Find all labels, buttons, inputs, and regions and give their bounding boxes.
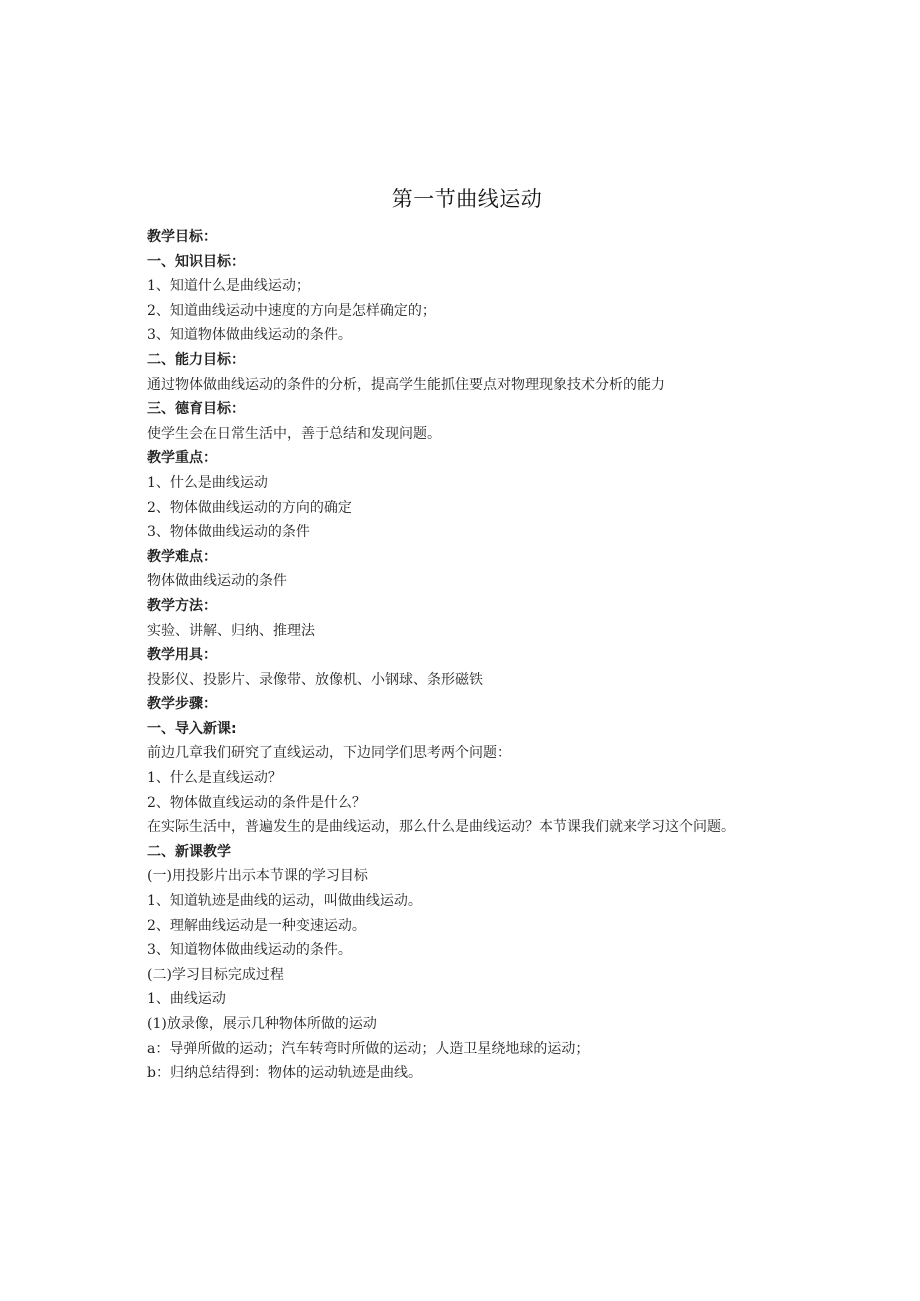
paragraph-line: 通过物体做曲线运动的条件的分析，提高学生能抓住要点对物理现象技术分析的能力 xyxy=(147,376,665,393)
paragraph-line: 1、什么是直线运动？ xyxy=(147,770,282,787)
paragraph-line: 实验、讲解、归纳、推理法 xyxy=(147,622,315,639)
paragraph-line: 1、曲线运动 xyxy=(147,991,226,1008)
section-heading: 教学重点： xyxy=(147,450,217,467)
paragraph-line: (二)学习目标完成过程 xyxy=(147,966,284,983)
section-heading: 教学难点： xyxy=(147,548,217,565)
paragraph-line: 前边几章我们研究了直线运动，下边同学们思考两个问题： xyxy=(147,745,511,762)
paragraph-line: 投影仪、投影片、录像带、放像机、小钢球、条形磁铁 xyxy=(147,671,483,688)
paragraph-line: (一)用投影片出示本节课的学习目标 xyxy=(147,868,368,885)
section-heading: 教学用具： xyxy=(147,647,217,664)
section-heading: 二、新课教学 xyxy=(147,843,231,860)
section-heading: 二、能力目标： xyxy=(147,351,245,368)
paragraph-line: a：导弹所做的运动；汽车转弯时所做的运动；人造卫星绕地球的运动； xyxy=(147,1040,590,1057)
paragraph-line: 2、物体做直线运动的条件是什么？ xyxy=(147,794,366,811)
document-title: 第一节曲线运动 xyxy=(391,187,543,211)
paragraph-line: 1、什么是曲线运动 xyxy=(147,474,268,491)
paragraph-line: 3、知道物体做曲线运动的条件。 xyxy=(147,327,352,344)
paragraph-line: 2、理解曲线运动是一种变速运动。 xyxy=(147,917,366,934)
paragraph-line: (1)放录像，展示几种物体所做的运动 xyxy=(147,1016,377,1032)
document-body xyxy=(147,225,787,1086)
paragraph-line: 3、知道物体做曲线运动的条件。 xyxy=(147,942,352,959)
document-content xyxy=(147,185,787,1086)
paragraph-line: 1、知道什么是曲线运动； xyxy=(147,278,310,295)
section-heading: 一、知识目标： xyxy=(147,253,245,270)
paragraph-line: 1、知道轨迹是曲线的运动，叫做曲线运动。 xyxy=(147,893,422,910)
paragraph-line: 2、知道曲线运动中速度的方向是怎样确定的； xyxy=(147,302,436,319)
paragraph-line: 使学生会在日常生活中，善于总结和发现问题。 xyxy=(147,425,441,442)
section-heading: 三、德育目标： xyxy=(147,401,245,418)
paragraph-line: b：归纳总结得到：物体的运动轨迹是曲线。 xyxy=(147,1065,422,1082)
section-heading: 教学步骤： xyxy=(147,696,217,713)
paragraph-line: 物体做曲线运动的条件 xyxy=(147,573,287,590)
section-heading: 一、导入新课: xyxy=(147,720,237,737)
section-heading: 教学方法： xyxy=(147,597,217,614)
paragraph-line: 在实际生活中，普遍发生的是曲线运动，那么什么是曲线运动？本节课我们就来学习这个问题。 xyxy=(147,819,735,836)
paragraph-line: 3、物体做曲线运动的条件 xyxy=(147,524,310,541)
section-heading: 教学目标： xyxy=(147,229,217,245)
paragraph-line: 2、物体做曲线运动的方向的确定 xyxy=(147,499,352,516)
